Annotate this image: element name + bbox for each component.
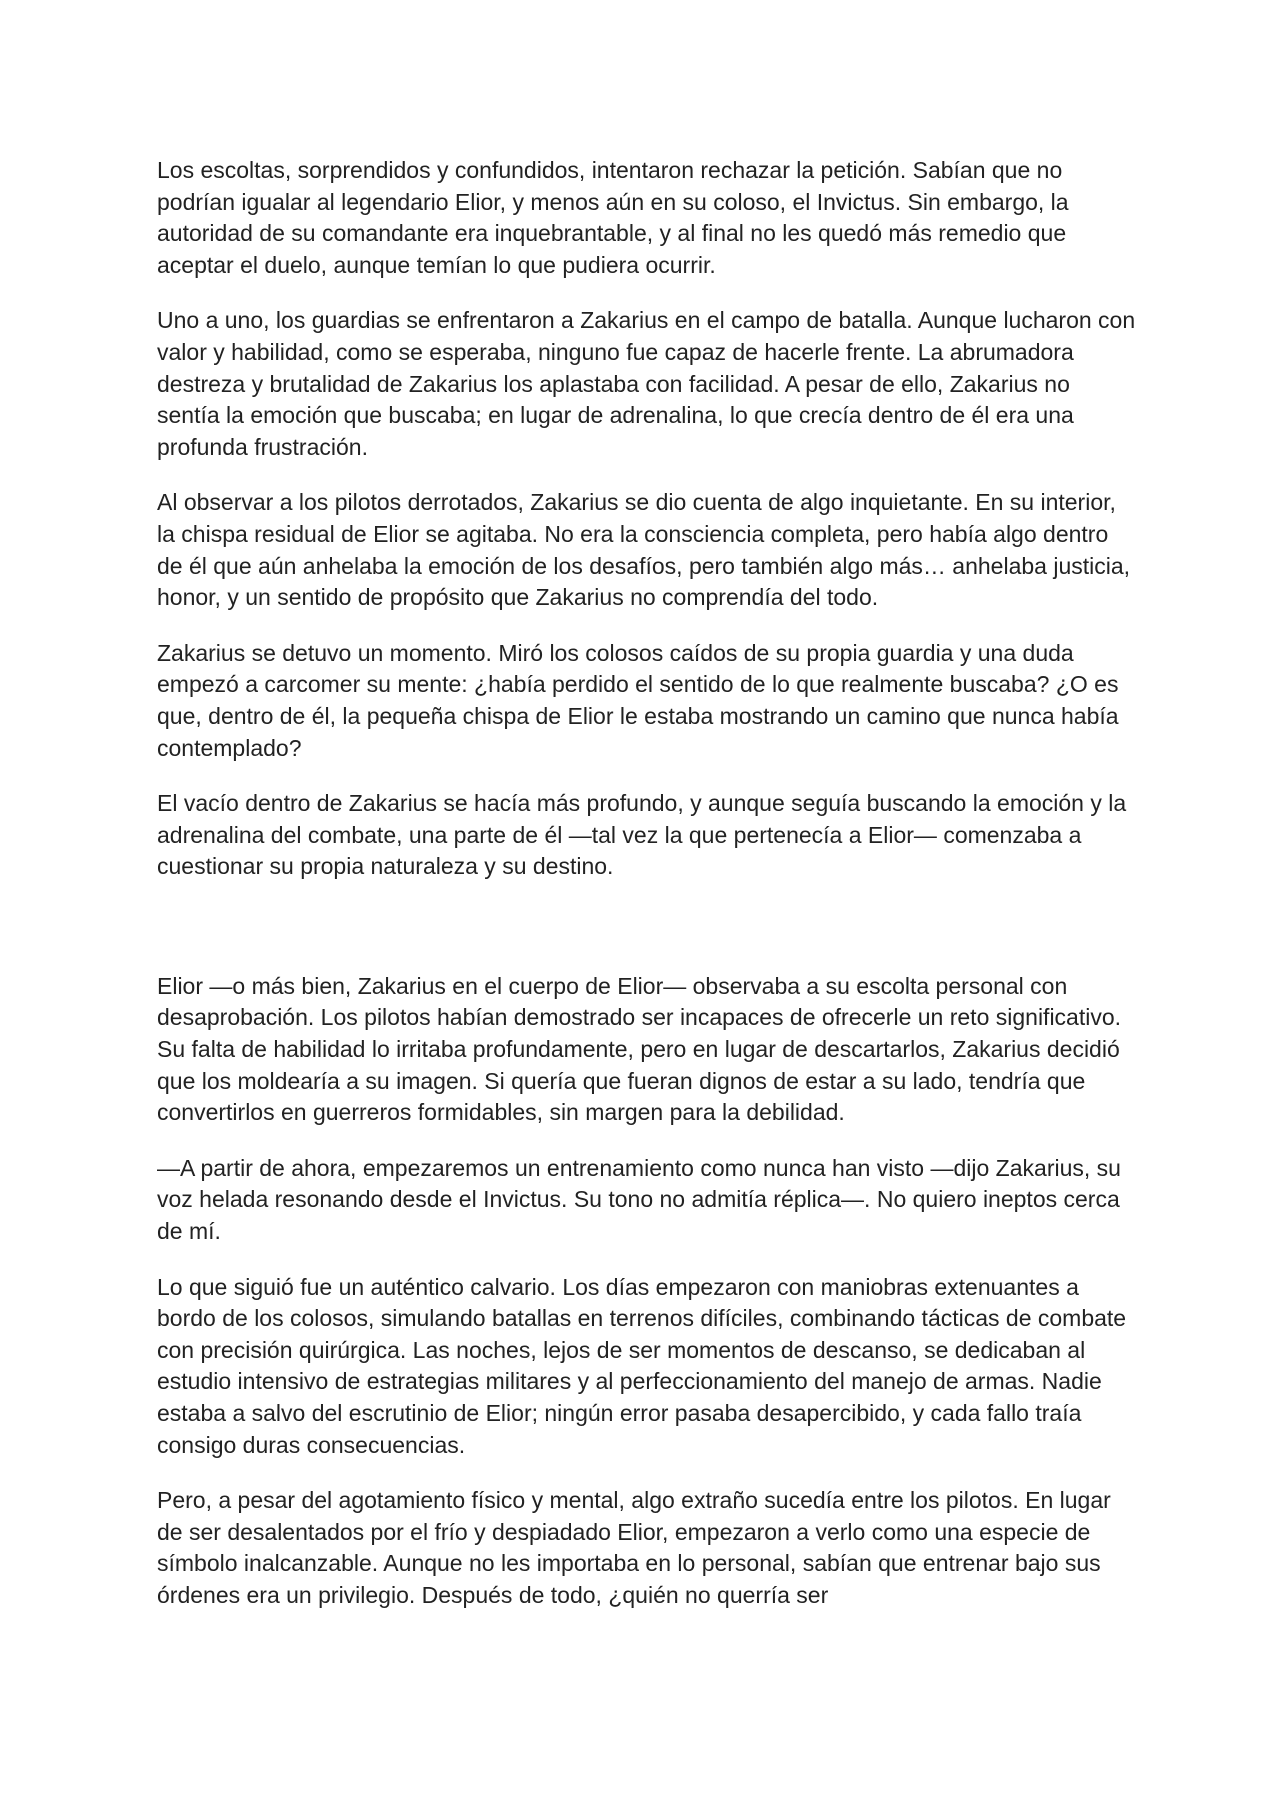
paragraph-6: Elior —o más bien, Zakarius en el cuerpo de Elior— observaba a su escolta personal con desaprobación. Los pilotos habían demostrado ser incapaces de ofrecerle un reto significativo. Su falta de habilidad lo irritaba profundamente, pero en lugar de descartarlos, Zakarius decidió que los moldearía a su imagen. Si quería que fueran dignos de estar a su lado, tendría que convertirlos en guerreros formidables, sin margen para la debilidad. xyxy=(157,972,1122,1126)
paragraph-3: Al observar a los pilotos derrotados, Zakarius se dio cuenta de algo inquietante. En su interior, la chispa residual de Elior se agitaba. No era la consciencia completa, pero había algo dentro de él que aún anhelaba la emoción de los desafíos, pero también algo más… anhelaba justicia, honor, y un sentido de propósito que Zakarius no comprendía del todo. xyxy=(157,489,1131,611)
paragraph-1: Los escoltas, sorprendidos y confundidos, intentaron rechazar la petición. Sabían que no podrían igualar al legendario Elior, y menos aún en su coloso, el Invictus. Sin embargo, la autoridad de su comandante era inquebrantable, y al final no les quedó más remedio que aceptar el duelo, aunque temían lo que pudiera ocurrir. xyxy=(157,157,1069,278)
document-body xyxy=(157,155,1137,1636)
paragraph-9: Pero, a pesar del agotamiento físico y mental, algo extraño sucedía entre los pilotos. En lugar de ser desalentados por el frío y despiadado Elior, empezaron a verlo como una especie de símbolo inalcanzable. Aunque no les importaba en lo personal, sabían que entrenar bajo sus órdenes era un privilegio. Después de todo, ¿quién no querría ser xyxy=(157,1487,1111,1608)
paragraph-5: El vacío dentro de Zakarius se hacía más profundo, y aunque seguía buscando la emoción y la adrenalina del combate, una parte de él —tal vez la que pertenecía a Elior— comenzaba a cuestionar su propia naturaleza y su destino. xyxy=(157,790,1127,880)
paragraph-4: Zakarius se detuvo un momento. Miró los colosos caídos de su propia guardia y una duda empezó a carcomer su mente: ¿había perdido el sentido de lo que realmente buscaba? ¿O es que, dentro de él, la pequeña chispa de Elior le estaba mostrando un camino que nunca había contemplado? xyxy=(157,639,1119,761)
paragraph-7: —A partir de ahora, empezaremos un entrenamiento como nunca han visto —dijo Zakarius, su voz helada resonando desde el Invictus. Su tono no admitía réplica—. No quiero ineptos cerca de mí. xyxy=(157,1154,1121,1245)
paragraph-2: Uno a uno, los guardias se enfrentaron a Zakarius en el campo de batalla. Aunque lucharon con valor y habilidad, como se esperaba, ninguno fue capaz de hacerle frente. La abrumadora destreza y brutalidad de Zakarius los aplastaba con facilidad. A pesar de ello, Zakarius no sentía la emoción que buscaba; en lugar de adrenalina, lo que crecía dentro de él era una profunda frustración. xyxy=(157,307,1136,460)
paragraph-8: Lo que siguió fue un auténtico calvario. Los días empezaron con maniobras extenuantes a bordo de los colosos, simulando batallas en terrenos difíciles, combinando tácticas de combate con precisión quirúrgica. Las noches, lejos de ser momentos de descanso, se dedicaban al estudio intensivo de estrategias militares y al perfeccionamiento del manejo de armas. Nadie estaba a salvo del escrutinio de Elior; ningún error pasaba desapercibido, y cada fallo traía consigo duras consecuencias. xyxy=(157,1273,1127,1458)
